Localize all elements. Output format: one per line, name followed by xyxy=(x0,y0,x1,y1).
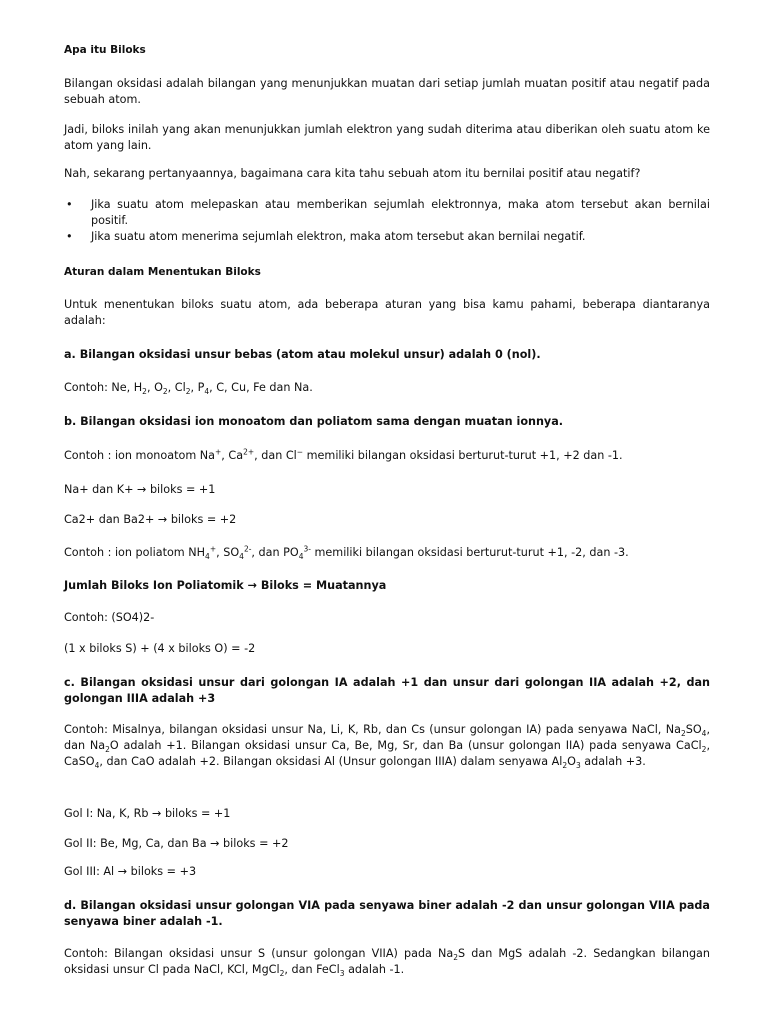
example-b-na-k: Na+ dan K+ → biloks = +1 xyxy=(64,483,216,496)
bullet-list xyxy=(64,197,710,245)
bullet-item xyxy=(64,229,710,245)
paragraph-aturan-intro: Untuk menentukan biloks suatu atom, ada beberapa aturan yang bisa kamu pahami, beberapa diantaranya adalah: xyxy=(64,298,710,327)
example-d: Contoh: Bilangan oksidasi unsur S (unsur golongan VIIA) pada $Na_2S$ dan MgS adalah -2. Sedangkan bilangan oksidasi unsur Cl pada NaCl, KCl, MgCl$_2$, dan FeCl$_3$ adalah -1. xyxy=(64,947,710,979)
example-c: Contoh: Misalnya, bilangan oksidasi unsur Na, Li, K, Rb, dan Cs (unsur golongan IA) pada senyawa NaCl, $Na_2SO_4$, dan $Na_2O$ adalah +1. Bilangan oksidasi unsur Ca, Be, Mg, Sr, dan Ba (unsur golongan IIA) pada senyawa CaCl$_2$, CaSO$_4$, dan CaO adalah +2. Bilangan oksidasi Al (Unsur golongan IIIA) dalam senyawa $Al_2O_3$ adalah +3. xyxy=(64,723,710,771)
paragraph-explanation: Jadi, biloks inilah yang akan menunjukkan jumlah elektron yang sudah diterima atau diberikan oleh suatu atom ke atom yang lain. xyxy=(64,123,710,152)
paragraph-question: Nah, sekarang pertanyaannya, bagaimana cara kita tahu sebuah atom itu bernilai positif atau negatif? xyxy=(64,167,641,180)
rule-c: c. Bilangan oksidasi unsur dari golongan IA adalah +1 dan unsur dari golongan IIA adalah +2, dan golongan IIIA adalah +3 xyxy=(64,676,710,705)
example-b-poliatom: Contoh : ion poliatom $NH_4^+$, $SO_4^{2-}$, dan $PO_4^{3-}$ memiliki bilangan oksidasi berturut-turut +1, -2, dan -3. xyxy=(64,544,629,562)
example-b-monoatom: Contoh : ion monoatom Na+, $Ca^{2+}$, dan Cl− memiliki bilangan oksidasi berturut-turut +1, +2 dan -1. xyxy=(64,447,623,462)
rule-d: d. Bilangan oksidasi unsur golongan VIA pada senyawa biner adalah -2 dan unsur golongan VIIA pada senyawa biner adalah -1. xyxy=(64,899,710,928)
example-gol-3: Gol III: Al → biloks = +3 xyxy=(64,865,197,878)
bullet-text: Jika suatu atom melepaskan atau memberikan sejumlah elektronnya, maka atom tersebut akan bernilai positif. xyxy=(91,198,710,227)
bullet-text: Jika suatu atom menerima sejumlah elektron, maka atom tersebut akan bernilai negatif. xyxy=(91,230,586,243)
example-b-ca-ba: Ca2+ dan Ba2+ → biloks = +2 xyxy=(64,513,237,526)
heading-apa-itu-biloks: Apa itu Biloks xyxy=(64,44,146,56)
example-so4: Contoh: (SO4)2- xyxy=(64,611,155,624)
rule-b: b. Bilangan oksidasi ion monoatom dan poliatom sama dengan muatan ionnya. xyxy=(64,415,564,428)
example-gol-2: Gol II: Be, Mg, Ca, dan Ba → biloks = +2 xyxy=(64,837,289,850)
bullet-icon: • xyxy=(66,230,73,243)
bullet-item xyxy=(64,197,710,229)
example-so4-equation: (1 x biloks S) + (4 x biloks O) = -2 xyxy=(64,642,256,655)
example-gol-1: Gol I: Na, K, Rb → biloks = +1 xyxy=(64,807,231,820)
example-a: Contoh: Ne, $H_2$, $O_2$, $Cl_2$, $P_4$, C, Cu, Fe dan Na. xyxy=(64,381,313,397)
heading-aturan: Aturan dalam Menentukan Biloks xyxy=(64,266,261,278)
heading-jumlah-biloks: Jumlah Biloks Ion Poliatomik → Biloks = Muatannya xyxy=(64,579,387,592)
rule-a: a. Bilangan oksidasi unsur bebas (atom atau molekul unsur) adalah 0 (nol). xyxy=(64,348,541,361)
paragraph-definition: Bilangan oksidasi adalah bilangan yang menunjukkan muatan dari setiap jumlah muatan positif atau negatif pada sebuah atom. xyxy=(64,77,710,106)
bullet-icon: • xyxy=(66,198,73,211)
